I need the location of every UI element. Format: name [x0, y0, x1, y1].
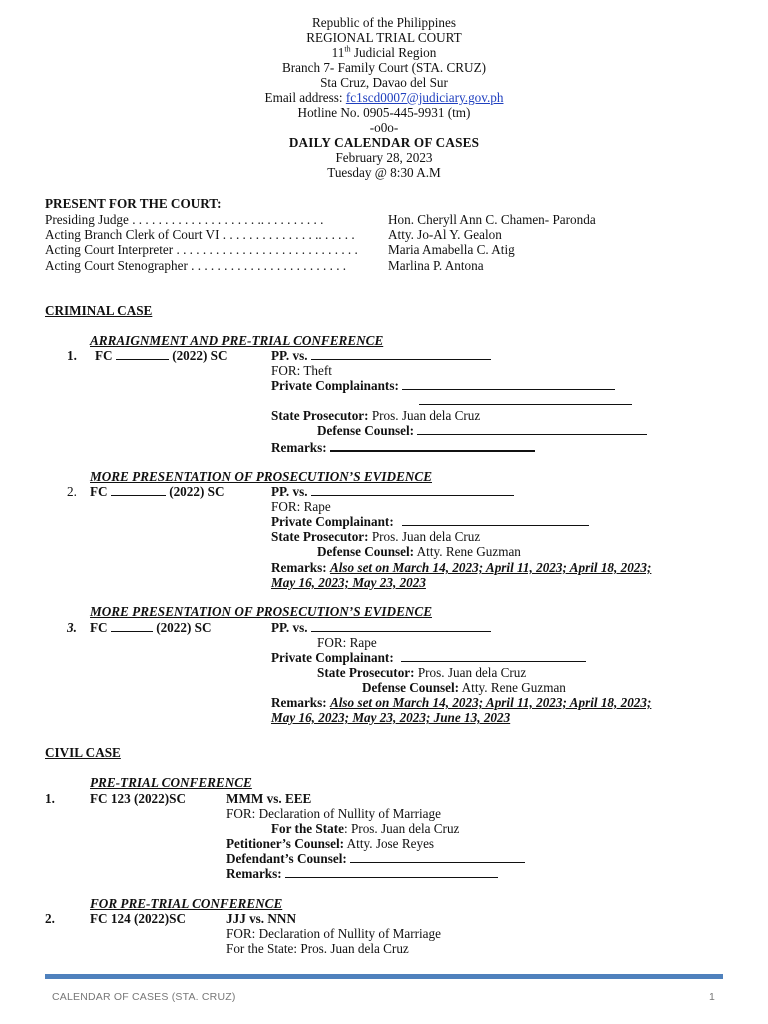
footer-title: CALENDAR OF CASES (STA. CRUZ)	[52, 991, 236, 1003]
civil-2-charge: FOR: Declaration of Nullity of Marriage	[226, 926, 441, 941]
civil-2-parties: JJJ vs. NNN	[226, 911, 296, 926]
criminal-1-section: ARRAIGNMENT AND PRE-TRIAL CONFERENCE	[90, 333, 384, 348]
civil-1-remarks: Remarks:	[226, 866, 498, 881]
criminal-2-number: 2.	[67, 484, 77, 499]
criminal-2-defense: Defense Counsel: Atty. Rene Guzman	[317, 544, 521, 559]
criminal-1-complainants: Private Complainants:	[271, 378, 615, 393]
present-name-judge: Hon. Cheryll Ann C. Chamen- Paronda	[388, 212, 596, 227]
header-address: Sta Cruz, Davao del Sur	[320, 75, 448, 90]
present-row-clerk: Acting Branch Clerk of Court VI . . . . . . . . . . . . . . .. . . . . .	[45, 227, 355, 242]
criminal-3-prosecutor: State Prosecutor: Pros. Juan dela Cruz	[317, 665, 527, 680]
civil-1-parties: MMM vs. EEE	[226, 791, 312, 806]
calendar-time: Tuesday @ 8:30 A.M	[327, 165, 441, 180]
calendar-date: February 28, 2023	[335, 150, 433, 165]
present-name-stenographer: Marlina P. Antona	[388, 258, 484, 273]
present-name-clerk: Atty. Jo-Al Y. Gealon	[388, 227, 502, 242]
criminal-2-remarks-line2: May 16, 2023; May 23, 2023	[271, 575, 426, 590]
court-header	[0, 15, 768, 180]
criminal-3-parties: PP. vs.	[271, 620, 491, 635]
civil-2-section: FOR PRE-TRIAL CONFERENCE	[90, 896, 283, 911]
header-region: 11th Judicial Region	[331, 44, 437, 60]
civil-1-number: 1.	[45, 791, 55, 806]
present-heading: PRESENT FOR THE COURT:	[45, 196, 222, 211]
criminal-1-defense: Defense Counsel:	[317, 423, 647, 438]
civil-1-defendant: Defendant’s Counsel:	[226, 851, 525, 866]
criminal-1-case-no: FC (2022) SC	[95, 348, 228, 363]
criminal-2-remarks: Remarks: Also set on March 14, 2023; April 11, 2023; April 18, 2023;	[271, 560, 652, 575]
header-branch: Branch 7- Family Court (STA. CRUZ)	[281, 60, 487, 75]
present-row-interpreter: Acting Court Interpreter . . . . . . . . . . . . . . . . . . . . . . . . . . . .	[45, 242, 358, 257]
criminal-3-complainant: Private Complainant:	[271, 650, 586, 665]
criminal-2-prosecutor: State Prosecutor: Pros. Juan dela Cruz	[271, 529, 481, 544]
criminal-3-remarks-line2: May 16, 2023; May 23, 2023; June 13, 2023	[271, 710, 511, 725]
civil-1-section: PRE-TRIAL CONFERENCE	[90, 775, 252, 790]
civil-1-petitioner: Petitioner’s Counsel: Atty. Jose Reyes	[226, 836, 435, 851]
civil-2-number: 2.	[45, 911, 55, 926]
criminal-1-prosecutor: State Prosecutor: Pros. Juan dela Cruz	[271, 408, 481, 423]
criminal-2-section: MORE PRESENTATION OF PROSECUTION’S EVIDENCE	[90, 469, 432, 484]
criminal-2-case-no: FC (2022) SC	[90, 484, 225, 499]
header-email: Email address: fc1scd0007@judiciary.gov.ph	[264, 90, 504, 105]
civil-2-case-no: FC 124 (2022)SC	[90, 911, 186, 926]
criminal-3-remarks: Remarks: Also set on March 14, 2023; April 11, 2023; April 18, 2023;	[271, 695, 652, 710]
civil-1-case-no: FC 123 (2022)SC	[90, 791, 186, 806]
email-link[interactable]: fc1scd0007@judiciary.gov.ph	[345, 90, 504, 105]
criminal-2-charge: FOR: Rape	[271, 499, 331, 514]
criminal-1-complainants-line2	[419, 393, 632, 408]
criminal-3-section: MORE PRESENTATION OF PROSECUTION’S EVIDENCE	[90, 604, 432, 619]
footer-rule	[45, 974, 723, 979]
criminal-1-parties: PP. vs.	[271, 348, 491, 363]
criminal-3-defense: Defense Counsel: Atty. Rene Guzman	[362, 680, 566, 695]
criminal-1-charge: FOR: Theft	[271, 363, 332, 378]
page-number: 1	[709, 991, 716, 1003]
criminal-3-case-no: FC (2022) SC	[90, 620, 212, 635]
civil-2-state: For the State: Pros. Juan dela Cruz	[226, 941, 409, 956]
document-title: DAILY CALENDAR OF CASES	[288, 135, 480, 150]
civil-1-state: For the State: Pros. Juan dela Cruz	[271, 821, 460, 836]
criminal-3-number: 3.	[67, 620, 77, 635]
present-name-interpreter: Maria Amabella C. Atig	[388, 242, 515, 257]
civil-1-charge: FOR: Declaration of Nullity of Marriage	[226, 806, 441, 821]
civil-heading: CIVIL CASE	[45, 745, 121, 760]
present-row-stenographer: Acting Court Stenographer . . . . . . . . . . . . . . . . . . . . . . . .	[45, 258, 347, 273]
criminal-1-number: 1.	[67, 348, 77, 363]
header-republic: Republic of the Philippines	[312, 15, 456, 30]
criminal-3-charge: FOR: Rape	[317, 635, 377, 650]
criminal-2-complainant: Private Complainant:	[271, 514, 589, 529]
header-hotline: Hotline No. 0905-445-9931 (tm)	[297, 105, 471, 120]
criminal-heading: CRIMINAL CASE	[45, 303, 153, 318]
present-row-judge: Presiding Judge . . . . . . . . . . . . . . . . . . . .. . . . . . . . . .	[45, 212, 324, 227]
criminal-1-remarks: Remarks:	[271, 439, 535, 455]
header-divider: -o0o-	[369, 120, 399, 135]
criminal-2-parties: PP. vs.	[271, 484, 514, 499]
header-court: REGIONAL TRIAL COURT	[306, 30, 462, 45]
